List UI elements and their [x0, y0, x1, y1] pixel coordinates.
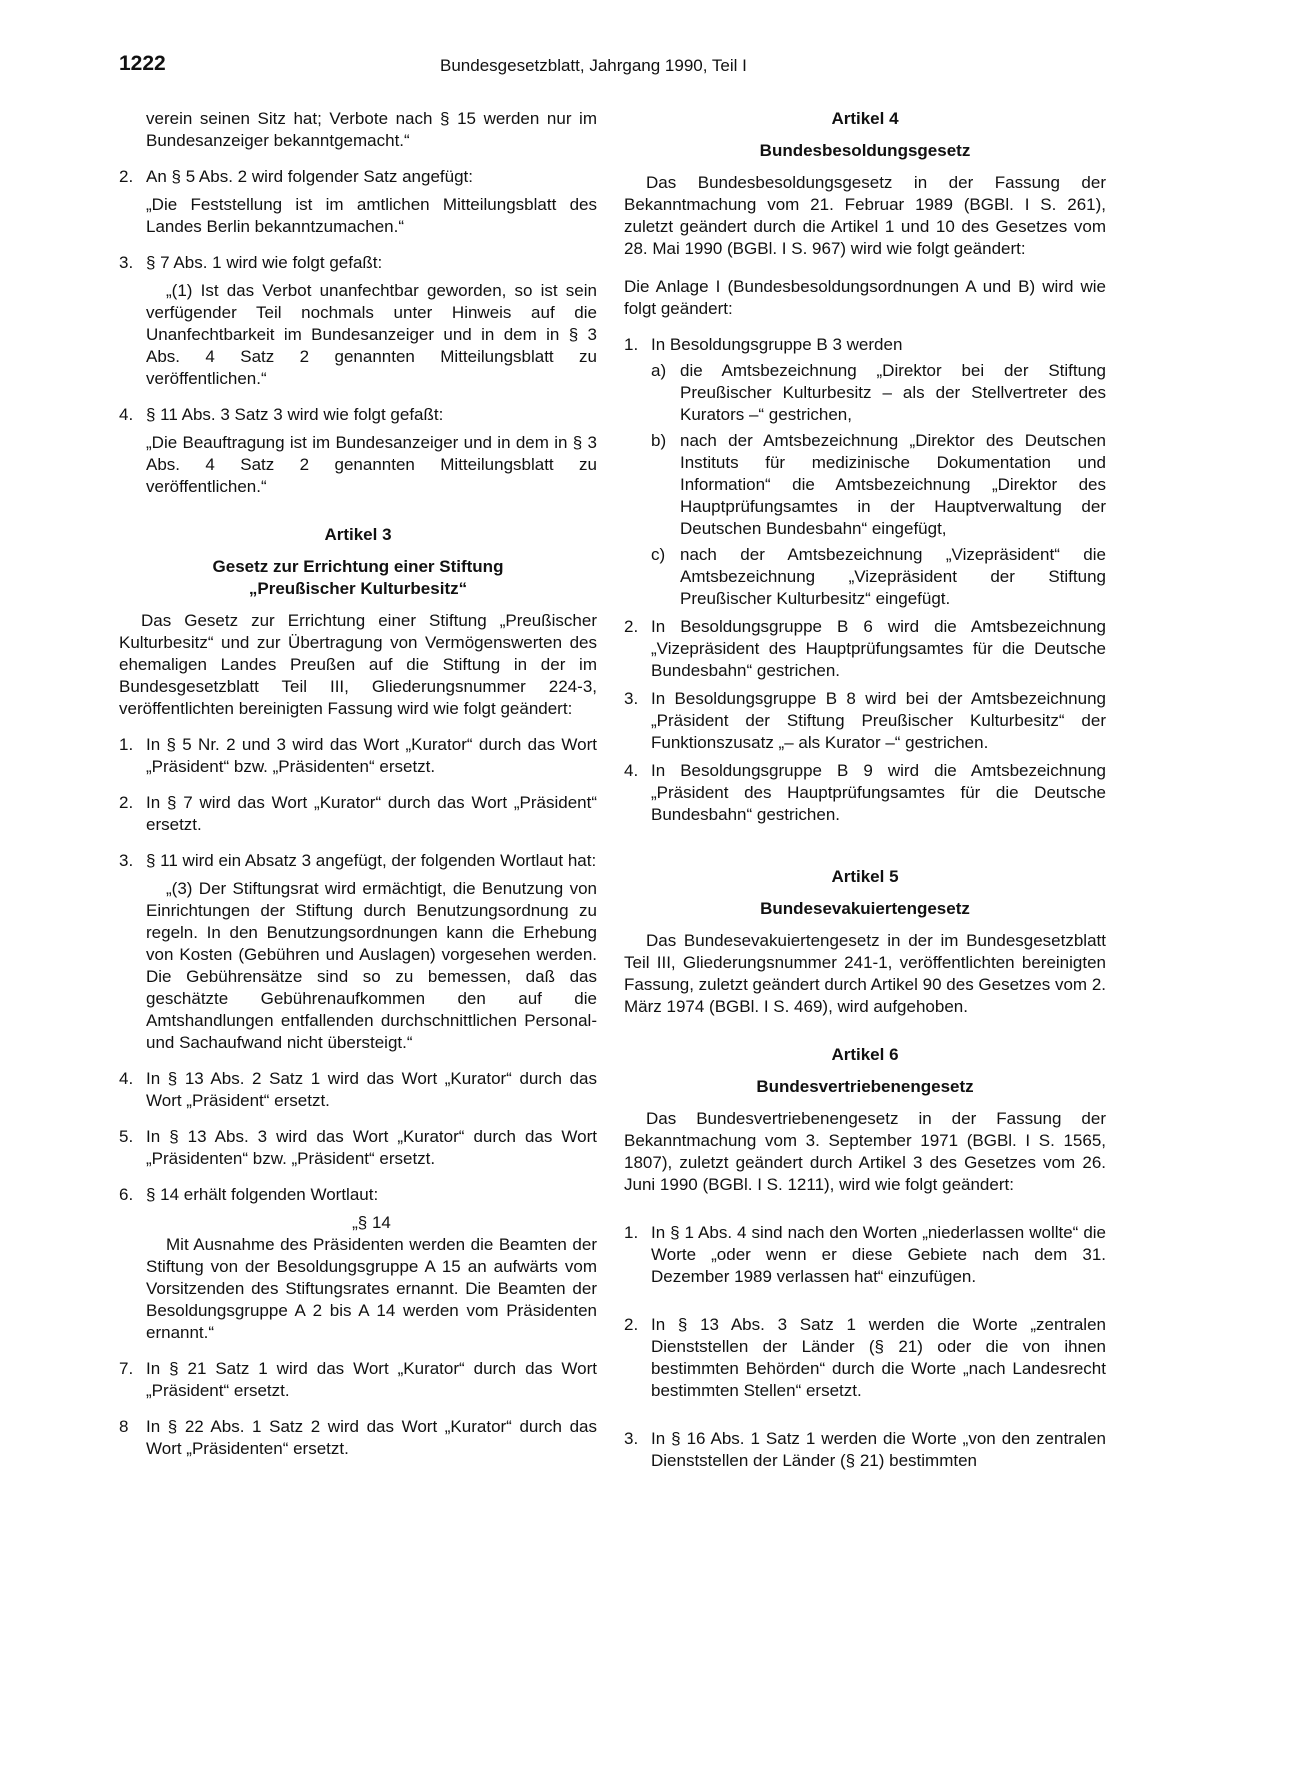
- list-item: [624, 334, 1106, 356]
- item-text: In § 5 Nr. 2 und 3 wird das Wort „Kurator“ durch das Wort „Präsident“ bzw. „Präsidenten“ ersetzt.: [146, 735, 597, 776]
- item-text: § 7 Abs. 1 wird wie folgt gefaßt:: [146, 253, 383, 272]
- item-number: 3.: [119, 851, 134, 870]
- item-text: In Besoldungsgruppe B 3 werden: [651, 335, 903, 354]
- sub-item: [624, 430, 1106, 540]
- sub-item: [624, 360, 1106, 426]
- list-item: [119, 850, 597, 1054]
- sub-item-text: die Amtsbezeichnung „Direktor bei der Stiftung Preußischer Kulturbesitz – als der Stellvertreter des Kurators –“ gestrichen,: [680, 361, 1106, 424]
- article-intro: Das Bundesevakuiertengesetz in der im Bundesgesetzblatt Teil III, Gliederungsnummer 241-1, veröffentlichten bereinigten Fassung, zuletzt geändert durch Artikel 90 des Gesetzes vom 2. März 1974 (BGBl. I S. 469), wird aufgehoben.: [624, 931, 1106, 1016]
- sub-item-text: nach der Amtsbezeichnung „Direktor des Deutschen Instituts für medizinische Dokumentation und Information“ die Amtsbezeichnung „Direktor des Hauptprüfungsamtes in der Hauptverwaltung der Deutschen Bundesbahn“ eingefügt,: [680, 431, 1106, 538]
- item-number: 8: [119, 1417, 129, 1436]
- list-item: [119, 1416, 597, 1460]
- list-item: [119, 166, 597, 238]
- sub-item-text: nach der Amtsbezeichnung „Vizepräsident“ die Amtsbezeichnung „Vizepräsident der Stiftung Preußischer Kulturbesitz“ eingefügt.: [680, 545, 1106, 608]
- article-lead: Die Anlage I (Bundesbesoldungsordnungen A und B) wird wie folgt geändert:: [624, 277, 1106, 318]
- article-intro: Das Bundesbesoldungsgesetz in der Fassung der Bekanntmachung vom 21. Februar 1989 (BGBl. I S. 261), zuletzt geändert durch die Artikel 1 und 10 des Gesetzes vom 28. Mai 1990 (BGBl. I S. 967) wird wie folgt geändert:: [624, 173, 1106, 258]
- item-number: 3.: [624, 689, 639, 708]
- item-text: In Besoldungsgruppe B 6 wird die Amtsbezeichnung „Vizepräsident des Hauptprüfungsamtes für die Deutsche Bundesbahn“ gestrichen.: [651, 617, 1106, 680]
- list-item: [119, 1184, 597, 1344]
- list-item: [624, 1314, 1106, 1402]
- item-number: 2.: [119, 167, 134, 186]
- item-text: In § 13 Abs. 3 wird das Wort „Kurator“ durch das Wort „Präsidenten“ bzw. „Präsident“ ersetzt.: [146, 1127, 597, 1168]
- item-text: In Besoldungsgruppe B 9 wird die Amtsbezeichnung „Präsident des Hauptprüfungsamtes für die Deutsche Bundesbahn“ gestrichen.: [651, 761, 1106, 824]
- article-name: Bundesevakuiertengesetz: [760, 899, 970, 918]
- article-title: Artikel 3: [324, 525, 392, 544]
- list-item: [119, 1358, 597, 1402]
- item-text: § 11 Abs. 3 Satz 3 wird wie folgt gefaßt:: [146, 405, 444, 424]
- list-item: [119, 252, 597, 390]
- article-name: Bundesvertriebenengesetz: [756, 1077, 974, 1096]
- list-item: [624, 760, 1106, 826]
- article-title: Artikel 5: [831, 867, 899, 886]
- item-number: 6.: [119, 1185, 134, 1204]
- item-text: In § 16 Abs. 1 Satz 1 werden die Worte „von den zentralen Dienststellen der Länder (§ 21) bestimmten: [651, 1429, 1106, 1470]
- list-item: [624, 1222, 1106, 1288]
- article-intro: Das Bundesvertriebenengesetz in der Fassung der Bekanntmachung vom 3. September 1971 (BGBl. I S. 1565, 1807), zuletzt geändert durch Artikel 3 des Gesetzes vom 26. Juni 1990 (BGBl. I S. 1211), wird wie folgt geändert:: [624, 1109, 1106, 1194]
- item-text: § 14 erhält folgenden Wortlaut:: [146, 1185, 379, 1204]
- item-text: In § 13 Abs. 2 Satz 1 wird das Wort „Kurator“ durch das Wort „Präsident“ ersetzt.: [146, 1069, 597, 1110]
- running-head: Bundesgesetzblatt, Jahrgang 1990, Teil I: [440, 56, 747, 75]
- list-item: [119, 734, 597, 778]
- item-number: 1.: [624, 335, 639, 354]
- article-title: Artikel 6: [831, 1045, 899, 1064]
- sub-item-label: b): [651, 431, 667, 450]
- sub-item-label: c): [651, 545, 666, 564]
- item-text: In Besoldungsgruppe B 8 wird bei der Amtsbezeichnung „Präsident der Stiftung Preußischer Kulturbesitz“ der Funktionszusatz „– als Kurator –“ gestrichen.: [651, 689, 1106, 752]
- item-number: 4.: [624, 761, 639, 780]
- left-column: [119, 108, 597, 1460]
- item-quote: Mit Ausnahme des Präsidenten werden die Beamten der Stiftung von der Besoldungsgruppe A 15 an aufwärts vom Vorsitzenden des Stiftungsrates ernannt. Die Beamten der Besoldungsgruppe A 2 bis A 14 werden vom Präsidenten ernannt.“: [146, 1235, 597, 1342]
- item-quote: „Die Beauftragung ist im Bundesanzeiger und in dem in § 3 Abs. 4 Satz 2 genannten Mitteilungsblatt zu veröffentlichen.“: [146, 433, 597, 496]
- article-name: Bundesbesoldungsgesetz: [759, 141, 971, 160]
- item-text: An § 5 Abs. 2 wird folgender Satz angefügt:: [146, 167, 473, 186]
- list-item: [119, 1068, 597, 1112]
- article-name: Gesetz zur Errichtung einer Stiftung: [212, 557, 504, 576]
- item-text: In § 13 Abs. 3 Satz 1 werden die Worte „zentralen Dienststellen der Länder (§ 21) oder die von ihnen bestimmten Behörden“ durch die Worte „nach Landesrecht bestimmten Stellen“ ersetzt.: [651, 1315, 1106, 1400]
- item-number: 1.: [624, 1223, 639, 1242]
- item-number: 2.: [119, 793, 134, 812]
- item-text: § 11 wird ein Absatz 3 angefügt, der folgenden Wortlaut hat:: [146, 851, 597, 870]
- paragraph-heading: „§ 14: [352, 1213, 391, 1232]
- list-item: [624, 616, 1106, 682]
- item-quote: „(3) Der Stiftungsrat wird ermächtigt, die Benutzung von Einrichtungen der Stiftung durch Benutzungsordnung zu regeln. In den Benutzungsordnungen kann die Erhebung von Kosten (Gebühren und Auslagen) vorgesehen werden. Die Gebührensätze sind so zu bemessen, daß das geschätzte Gebührenaufkommen den auf die Amtshandlungen entfallenden durchschnittlichen Personal- und Sachaufwand nicht übersteigt.“: [146, 879, 597, 1052]
- right-column: [624, 108, 1106, 1472]
- article-intro: Das Gesetz zur Errichtung einer Stiftung „Preußischer Kulturbesitz“ und zur Übertragung von Vermögenswerten des ehemaligen Landes Preußen auf die Stiftung in der im Bundesgesetzblatt Teil III, Gliederungsnummer 224-3, veröffentlichten bereinigten Fassung wird wie folgt geändert:: [119, 611, 597, 718]
- list-item: [624, 1428, 1106, 1472]
- item-number: 1.: [119, 735, 134, 754]
- page-number: 1222: [119, 52, 166, 75]
- article-title: Artikel 4: [831, 109, 899, 128]
- list-item: [119, 792, 597, 836]
- item-number: 7.: [119, 1359, 134, 1378]
- list-item: [119, 404, 597, 498]
- continuation-text: verein seinen Sitz hat; Verbote nach § 15 werden nur im Bundesanzeiger bekanntgemacht.“: [146, 109, 597, 150]
- list-item: [624, 688, 1106, 754]
- list-item: [119, 1126, 597, 1170]
- item-number: 5.: [119, 1127, 134, 1146]
- item-text: In § 22 Abs. 1 Satz 2 wird das Wort „Kurator“ durch das Wort „Präsidenten“ ersetzt.: [146, 1417, 597, 1458]
- item-text: In § 21 Satz 1 wird das Wort „Kurator“ durch das Wort „Präsident“ ersetzt.: [146, 1359, 597, 1400]
- item-number: 3.: [624, 1429, 639, 1448]
- item-number: 2.: [624, 1315, 639, 1334]
- sub-item: [624, 544, 1106, 610]
- item-number: 4.: [119, 405, 134, 424]
- item-quote: „(1) Ist das Verbot unanfechtbar geworden, so ist sein verfügender Teil nochmals unter Hinweis auf die Unanfechtbarkeit im Bundesanzeiger und in dem in § 3 Abs. 4 Satz 2 genannten Mitteilungsblatt zu veröffentlichen.“: [146, 281, 597, 388]
- item-quote: „Die Feststellung ist im amtlichen Mitteilungsblatt des Landes Berlin bekanntzumachen.“: [146, 195, 597, 236]
- sub-item-label: a): [651, 361, 667, 380]
- article-name-line-2: „Preußischer Kulturbesitz“: [248, 579, 468, 598]
- item-number: 3.: [119, 253, 134, 272]
- item-text: In § 7 wird das Wort „Kurator“ durch das Wort „Präsident“ ersetzt.: [146, 793, 597, 834]
- item-number: 4.: [119, 1069, 134, 1088]
- item-text: In § 1 Abs. 4 sind nach den Worten „niederlassen wollte“ die Worte „oder wenn er diese Gebiete nach dem 31. Dezember 1989 verlassen hat“ einzufügen.: [651, 1223, 1106, 1286]
- item-number: 2.: [624, 617, 639, 636]
